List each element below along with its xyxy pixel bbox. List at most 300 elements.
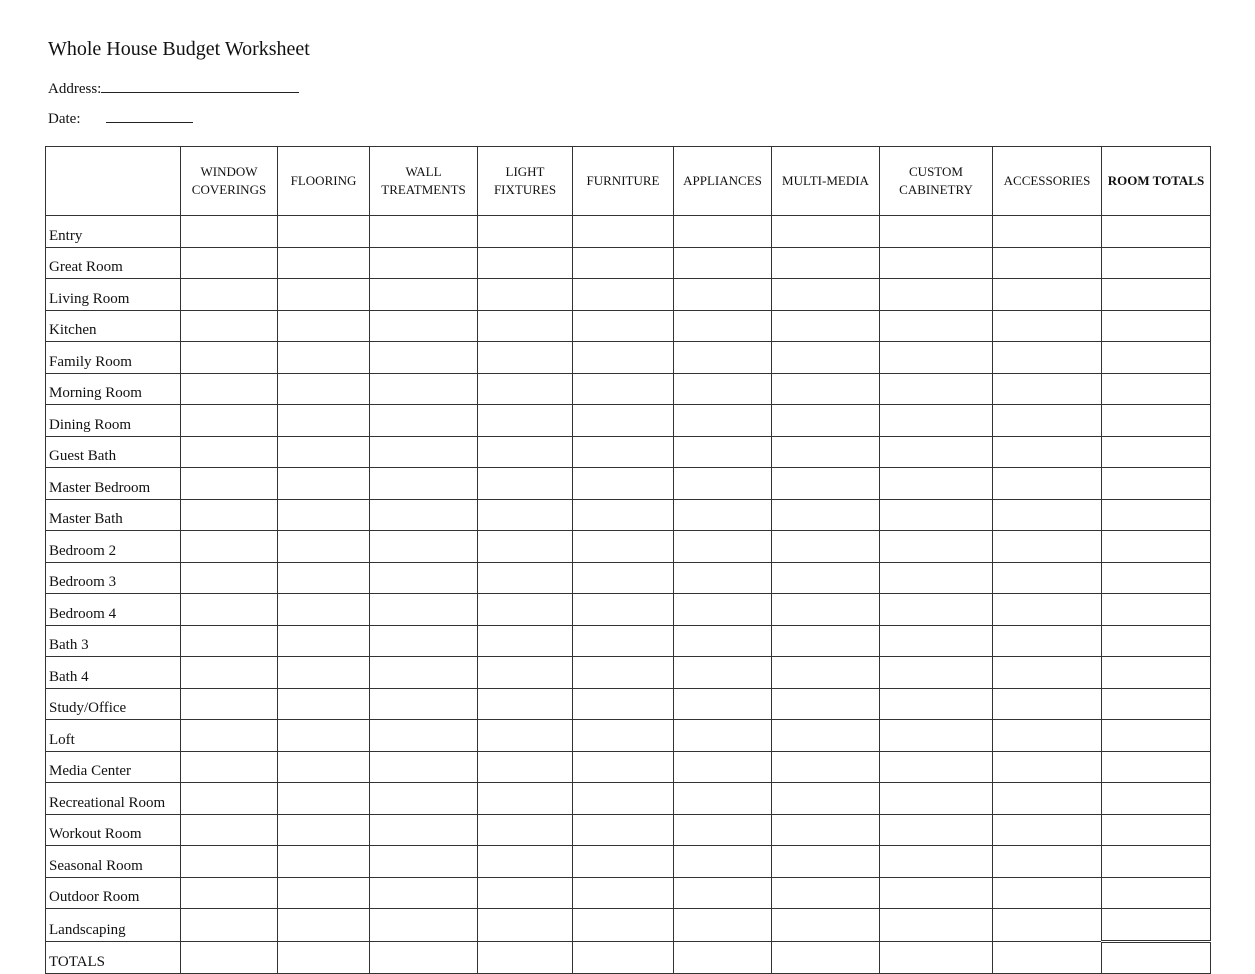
budget-cell[interactable]: [573, 405, 674, 437]
room-total-cell[interactable]: [1102, 846, 1211, 878]
budget-cell[interactable]: [674, 625, 772, 657]
budget-cell[interactable]: [674, 688, 772, 720]
budget-cell[interactable]: [573, 436, 674, 468]
budget-cell[interactable]: [573, 468, 674, 500]
table-row: [46, 279, 1211, 311]
budget-cell[interactable]: [674, 751, 772, 783]
room-total-cell[interactable]: [1102, 751, 1211, 783]
room-label: Morning Room: [46, 373, 181, 405]
budget-cell[interactable]: [278, 216, 370, 248]
budget-cell[interactable]: [880, 373, 993, 405]
budget-cell[interactable]: [478, 468, 573, 500]
budget-cell[interactable]: [573, 941, 674, 974]
budget-cell[interactable]: [181, 909, 278, 942]
budget-cell[interactable]: [772, 877, 880, 909]
budget-cell[interactable]: [370, 468, 478, 500]
budget-cell[interactable]: [674, 783, 772, 815]
budget-cell[interactable]: [772, 783, 880, 815]
budget-cell[interactable]: [370, 594, 478, 626]
budget-cell[interactable]: [993, 216, 1102, 248]
column-header: [181, 147, 278, 216]
budget-cell[interactable]: [278, 909, 370, 942]
budget-cell[interactable]: [370, 499, 478, 531]
room-label: Bedroom 4: [46, 594, 181, 626]
budget-cell[interactable]: [772, 594, 880, 626]
budget-cell[interactable]: [370, 625, 478, 657]
budget-cell[interactable]: [181, 688, 278, 720]
budget-cell[interactable]: [278, 941, 370, 974]
room-total-cell[interactable]: [1102, 468, 1211, 500]
budget-cell[interactable]: [674, 657, 772, 689]
column-header-line2: CABINETRY: [899, 182, 973, 197]
budget-cell[interactable]: [478, 531, 573, 563]
address-label: Address:: [48, 81, 102, 97]
budget-cell[interactable]: [573, 909, 674, 942]
date-label: Date:: [48, 111, 81, 127]
table-row: [46, 342, 1211, 374]
table-row: [46, 594, 1211, 626]
budget-cell[interactable]: [478, 751, 573, 783]
budget-cell[interactable]: [880, 877, 993, 909]
budget-cell[interactable]: [573, 499, 674, 531]
budget-cell[interactable]: [278, 688, 370, 720]
room-total-cell[interactable]: [1102, 688, 1211, 720]
budget-cell[interactable]: [880, 247, 993, 279]
budget-cell[interactable]: [993, 531, 1102, 563]
budget-cell[interactable]: [880, 720, 993, 752]
budget-cell[interactable]: [278, 846, 370, 878]
budget-cell[interactable]: [181, 373, 278, 405]
column-header-line1: MULTI-MEDIA: [782, 173, 869, 188]
budget-cell[interactable]: [880, 468, 993, 500]
budget-cell[interactable]: [370, 688, 478, 720]
budget-cell[interactable]: [772, 751, 880, 783]
budget-cell[interactable]: [181, 499, 278, 531]
budget-cell[interactable]: [674, 405, 772, 437]
budget-cell[interactable]: [993, 625, 1102, 657]
totals-row: [46, 941, 1211, 974]
budget-cell[interactable]: [993, 562, 1102, 594]
room-total-cell[interactable]: [1102, 342, 1211, 374]
room-total-cell[interactable]: [1102, 216, 1211, 248]
budget-cell[interactable]: [573, 846, 674, 878]
budget-cell[interactable]: [772, 846, 880, 878]
room-label: Master Bath: [46, 499, 181, 531]
column-header-line1: CUSTOM: [909, 164, 963, 179]
budget-cell[interactable]: [880, 814, 993, 846]
room-total-cell[interactable]: [1102, 531, 1211, 563]
budget-cell[interactable]: [181, 342, 278, 374]
room-label: Entry: [46, 216, 181, 248]
table-row: [46, 216, 1211, 248]
budget-cell[interactable]: [478, 310, 573, 342]
budget-cell[interactable]: [674, 499, 772, 531]
budget-cell[interactable]: [181, 310, 278, 342]
budget-cell[interactable]: [674, 247, 772, 279]
budget-cell[interactable]: [478, 783, 573, 815]
budget-cell[interactable]: [880, 499, 993, 531]
budget-cell[interactable]: [772, 688, 880, 720]
budget-cell[interactable]: [880, 342, 993, 374]
room-label: Bath 3: [46, 625, 181, 657]
budget-cell[interactable]: [181, 783, 278, 815]
budget-cell[interactable]: [993, 783, 1102, 815]
budget-cell[interactable]: [573, 310, 674, 342]
budget-cell[interactable]: [181, 594, 278, 626]
budget-cell[interactable]: [181, 625, 278, 657]
budget-cell[interactable]: [181, 531, 278, 563]
table-row: [46, 436, 1211, 468]
budget-cell[interactable]: [278, 373, 370, 405]
budget-cell[interactable]: [370, 279, 478, 311]
budget-cell[interactable]: [772, 216, 880, 248]
budget-cell[interactable]: [573, 720, 674, 752]
budget-cell[interactable]: [181, 846, 278, 878]
budget-cell[interactable]: [880, 783, 993, 815]
budget-cell[interactable]: [478, 814, 573, 846]
table-row: [46, 814, 1211, 846]
budget-cell[interactable]: [772, 247, 880, 279]
budget-cell[interactable]: [993, 846, 1102, 878]
budget-cell[interactable]: [573, 783, 674, 815]
room-label: Workout Room: [46, 814, 181, 846]
room-label: Bedroom 2: [46, 531, 181, 563]
budget-cell[interactable]: [880, 941, 993, 974]
budget-cell[interactable]: [993, 468, 1102, 500]
budget-cell[interactable]: [993, 814, 1102, 846]
budget-cell[interactable]: [278, 531, 370, 563]
budget-cell[interactable]: [674, 941, 772, 974]
budget-cell[interactable]: [993, 657, 1102, 689]
room-total-cell[interactable]: [1102, 405, 1211, 437]
room-total-cell[interactable]: [1102, 625, 1211, 657]
budget-cell[interactable]: [278, 657, 370, 689]
address-blank-line[interactable]: [101, 78, 299, 93]
column-header-line1: APPLIANCES: [683, 173, 762, 188]
budget-cell[interactable]: [370, 751, 478, 783]
budget-cell[interactable]: [573, 657, 674, 689]
budget-cell[interactable]: [370, 814, 478, 846]
budget-cell[interactable]: [573, 688, 674, 720]
budget-cell[interactable]: [993, 909, 1102, 942]
budget-cell[interactable]: [674, 877, 772, 909]
budget-cell[interactable]: [181, 751, 278, 783]
budget-cell[interactable]: [674, 531, 772, 563]
budget-cell[interactable]: [880, 846, 993, 878]
budget-cell[interactable]: [370, 310, 478, 342]
budget-cell[interactable]: [370, 941, 478, 974]
budget-cell[interactable]: [993, 720, 1102, 752]
table-row: [46, 688, 1211, 720]
budget-cell[interactable]: [772, 657, 880, 689]
table-row: [46, 783, 1211, 815]
budget-cell[interactable]: [993, 279, 1102, 311]
budget-cell[interactable]: [370, 436, 478, 468]
page-title: Whole House Budget Worksheet: [48, 38, 310, 60]
budget-cell[interactable]: [370, 877, 478, 909]
budget-cell[interactable]: [370, 216, 478, 248]
budget-cell[interactable]: [181, 436, 278, 468]
budget-cell[interactable]: [573, 342, 674, 374]
budget-cell[interactable]: [478, 562, 573, 594]
budget-cell[interactable]: [181, 468, 278, 500]
budget-cell[interactable]: [674, 310, 772, 342]
budget-cell[interactable]: [278, 499, 370, 531]
budget-cell[interactable]: [674, 216, 772, 248]
budget-cell[interactable]: [880, 657, 993, 689]
budget-cell[interactable]: [993, 941, 1102, 974]
budget-cell[interactable]: [370, 720, 478, 752]
budget-cell[interactable]: [880, 216, 993, 248]
budget-cell[interactable]: [181, 405, 278, 437]
budget-cell[interactable]: [278, 468, 370, 500]
budget-cell[interactable]: [573, 877, 674, 909]
budget-cell[interactable]: [370, 562, 478, 594]
budget-cell[interactable]: [478, 688, 573, 720]
budget-cell[interactable]: [674, 562, 772, 594]
budget-cell[interactable]: [674, 373, 772, 405]
budget-cell[interactable]: [674, 594, 772, 626]
room-total-cell[interactable]: [1102, 814, 1211, 846]
budget-cell[interactable]: [772, 499, 880, 531]
budget-cell[interactable]: [181, 877, 278, 909]
room-total-cell[interactable]: [1102, 436, 1211, 468]
budget-cell[interactable]: [573, 751, 674, 783]
budget-cell[interactable]: [278, 279, 370, 311]
budget-cell[interactable]: [993, 688, 1102, 720]
room-total-cell[interactable]: [1102, 720, 1211, 752]
budget-cell[interactable]: [478, 877, 573, 909]
budget-cell[interactable]: [772, 436, 880, 468]
column-header-line2: COVERINGS: [191, 182, 267, 197]
budget-cell[interactable]: [370, 247, 478, 279]
budget-cell[interactable]: [674, 909, 772, 942]
budget-cell[interactable]: [181, 247, 278, 279]
budget-cell[interactable]: [674, 814, 772, 846]
column-header-line2: TREATMENTS: [381, 182, 466, 197]
budget-cell[interactable]: [370, 405, 478, 437]
room-total-cell[interactable]: [1102, 657, 1211, 689]
budget-cell[interactable]: [674, 846, 772, 878]
budget-cell[interactable]: [772, 941, 880, 974]
budget-cell[interactable]: [880, 562, 993, 594]
budget-cell[interactable]: [674, 436, 772, 468]
column-header-line1: ACCESSORIES: [1003, 173, 1091, 188]
budget-cell[interactable]: [278, 814, 370, 846]
room-total-cell[interactable]: [1102, 247, 1211, 279]
date-field[interactable]: [48, 108, 193, 128]
budget-cell[interactable]: [772, 562, 880, 594]
budget-cell[interactable]: [993, 436, 1102, 468]
budget-cell[interactable]: [573, 216, 674, 248]
budget-cell[interactable]: [478, 846, 573, 878]
budget-cell[interactable]: [278, 310, 370, 342]
room-label: Kitchen: [46, 310, 181, 342]
budget-cell[interactable]: [880, 909, 993, 942]
budget-cell[interactable]: [278, 594, 370, 626]
budget-cell[interactable]: [181, 941, 278, 974]
room-label: Recreational Room: [46, 783, 181, 815]
budget-cell[interactable]: [772, 625, 880, 657]
budget-cell[interactable]: [181, 814, 278, 846]
room-total-cell[interactable]: [1102, 877, 1211, 909]
table-row: [46, 562, 1211, 594]
column-header: [993, 147, 1102, 216]
budget-cell[interactable]: [993, 751, 1102, 783]
budget-cell[interactable]: [478, 499, 573, 531]
budget-cell[interactable]: [478, 373, 573, 405]
table-row: [46, 310, 1211, 342]
budget-cell[interactable]: [181, 720, 278, 752]
budget-cell[interactable]: [772, 405, 880, 437]
room-total-cell[interactable]: [1102, 941, 1211, 974]
budget-cell[interactable]: [993, 405, 1102, 437]
header-row: [46, 147, 1211, 216]
column-header-line1: FURNITURE: [586, 173, 660, 188]
budget-cell[interactable]: [993, 342, 1102, 374]
budget-cell[interactable]: [573, 531, 674, 563]
room-total-cell[interactable]: [1102, 909, 1211, 942]
budget-cell[interactable]: [674, 342, 772, 374]
budget-cell[interactable]: [772, 468, 880, 500]
room-total-cell[interactable]: [1102, 783, 1211, 815]
budget-cell[interactable]: [370, 783, 478, 815]
budget-cell[interactable]: [370, 342, 478, 374]
budget-cell[interactable]: [278, 751, 370, 783]
budget-cell[interactable]: [478, 720, 573, 752]
date-blank-line[interactable]: [106, 108, 193, 123]
budget-cell[interactable]: [478, 657, 573, 689]
budget-cell[interactable]: [993, 310, 1102, 342]
budget-cell[interactable]: [181, 279, 278, 311]
budget-cell[interactable]: [278, 720, 370, 752]
budget-cell[interactable]: [478, 405, 573, 437]
budget-table: [45, 146, 1211, 974]
budget-cell[interactable]: [993, 247, 1102, 279]
column-header-line1: LIGHT: [505, 164, 545, 179]
budget-cell[interactable]: [880, 625, 993, 657]
budget-cell[interactable]: [880, 279, 993, 311]
column-header: [370, 147, 478, 216]
budget-cell[interactable]: [880, 688, 993, 720]
budget-cell[interactable]: [478, 594, 573, 626]
budget-cell[interactable]: [278, 436, 370, 468]
table-row: [46, 373, 1211, 405]
budget-cell[interactable]: [370, 909, 478, 942]
budget-cell[interactable]: [772, 814, 880, 846]
room-total-cell[interactable]: [1102, 279, 1211, 311]
table-row: [46, 405, 1211, 437]
room-total-cell[interactable]: [1102, 310, 1211, 342]
budget-cell[interactable]: [181, 562, 278, 594]
budget-cell[interactable]: [478, 941, 573, 974]
budget-cell[interactable]: [993, 594, 1102, 626]
budget-cell[interactable]: [880, 436, 993, 468]
budget-cell[interactable]: [772, 310, 880, 342]
budget-cell[interactable]: [278, 625, 370, 657]
column-header: [880, 147, 993, 216]
budget-cell[interactable]: [478, 216, 573, 248]
budget-cell[interactable]: [772, 279, 880, 311]
budget-cell[interactable]: [772, 720, 880, 752]
budget-cell[interactable]: [674, 720, 772, 752]
budget-cell[interactable]: [278, 247, 370, 279]
budget-cell[interactable]: [278, 783, 370, 815]
room-total-cell[interactable]: [1102, 499, 1211, 531]
budget-cell[interactable]: [880, 531, 993, 563]
table-row: [46, 720, 1211, 752]
budget-cell[interactable]: [573, 625, 674, 657]
budget-cell[interactable]: [880, 594, 993, 626]
budget-cell[interactable]: [370, 846, 478, 878]
budget-cell[interactable]: [478, 342, 573, 374]
budget-cell[interactable]: [478, 436, 573, 468]
column-header: [1102, 147, 1211, 216]
budget-cell[interactable]: [573, 247, 674, 279]
budget-cell[interactable]: [278, 342, 370, 374]
budget-cell[interactable]: [478, 625, 573, 657]
budget-cell[interactable]: [478, 909, 573, 942]
budget-cell[interactable]: [370, 373, 478, 405]
column-header-line2: FIXTURES: [493, 182, 557, 197]
budget-cell[interactable]: [573, 814, 674, 846]
budget-cell[interactable]: [993, 877, 1102, 909]
table-row: [46, 531, 1211, 563]
budget-cell[interactable]: [370, 657, 478, 689]
room-total-cell[interactable]: [1102, 594, 1211, 626]
budget-cell[interactable]: [181, 216, 278, 248]
room-label: Guest Bath: [46, 436, 181, 468]
budget-cell[interactable]: [370, 531, 478, 563]
budget-cell[interactable]: [772, 909, 880, 942]
room-total-cell[interactable]: [1102, 562, 1211, 594]
budget-cell[interactable]: [278, 562, 370, 594]
room-total-cell[interactable]: [1102, 373, 1211, 405]
budget-cell[interactable]: [278, 405, 370, 437]
budget-cell[interactable]: [573, 373, 674, 405]
table-body: [46, 216, 1211, 974]
budget-cell[interactable]: [478, 279, 573, 311]
budget-cell[interactable]: [478, 247, 573, 279]
budget-cell[interactable]: [880, 751, 993, 783]
budget-cell[interactable]: [993, 499, 1102, 531]
column-header-line1: ROOM TOTALS: [1107, 173, 1205, 188]
budget-cell[interactable]: [674, 279, 772, 311]
table-row: [46, 499, 1211, 531]
address-field[interactable]: [48, 78, 299, 98]
room-label: Loft: [46, 720, 181, 752]
budget-cell[interactable]: [772, 342, 880, 374]
room-label: Landscaping: [46, 909, 181, 942]
budget-cell[interactable]: [772, 531, 880, 563]
budget-cell[interactable]: [573, 594, 674, 626]
room-label: Seasonal Room: [46, 846, 181, 878]
budget-cell[interactable]: [674, 468, 772, 500]
budget-cell[interactable]: [181, 657, 278, 689]
budget-cell[interactable]: [573, 279, 674, 311]
budget-cell[interactable]: [573, 562, 674, 594]
budget-cell[interactable]: [880, 405, 993, 437]
column-header-line1: WINDOW: [200, 164, 258, 179]
budget-cell[interactable]: [278, 877, 370, 909]
column-header: [478, 147, 573, 216]
room-label: TOTALS: [46, 941, 181, 974]
budget-cell[interactable]: [993, 373, 1102, 405]
column-header: [674, 147, 772, 216]
budget-cell[interactable]: [880, 310, 993, 342]
budget-cell[interactable]: [772, 373, 880, 405]
table-row: [46, 625, 1211, 657]
